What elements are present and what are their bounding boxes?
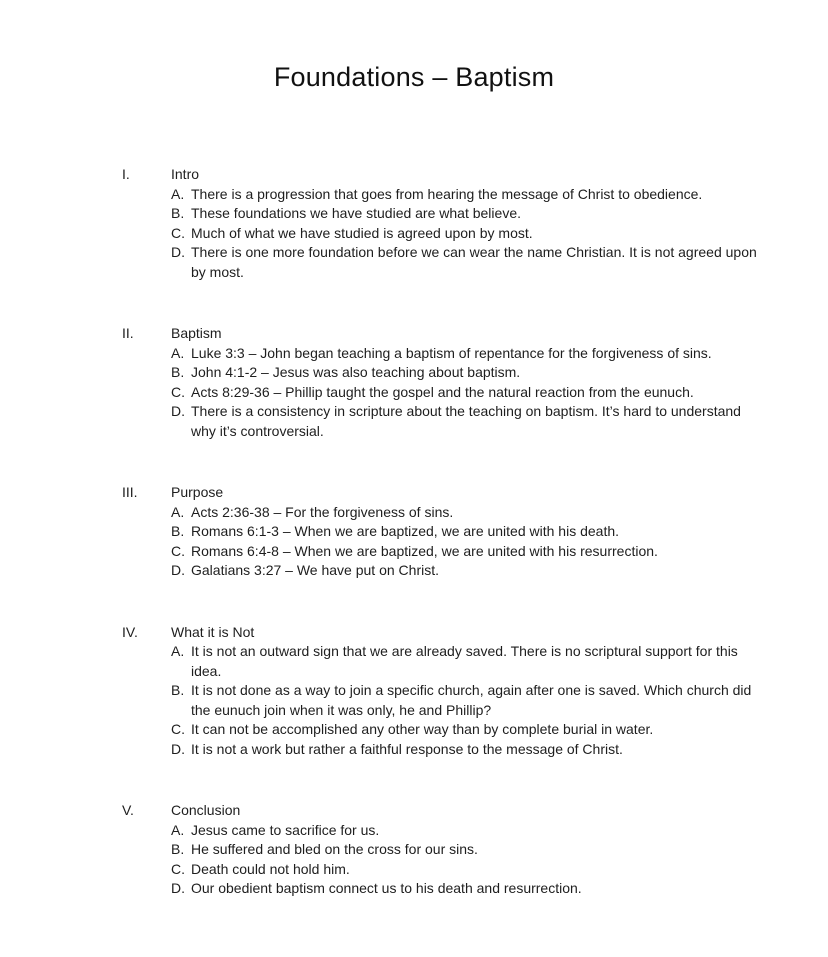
outline-item: [122, 344, 828, 364]
item-letter: C.: [171, 860, 185, 877]
section-heading-row: [122, 801, 828, 821]
item-letter: C.: [171, 542, 185, 559]
item-text: These foundations we have studied are what believe.: [191, 205, 521, 221]
section-items: [122, 821, 828, 899]
item-letter: A.: [171, 643, 185, 659]
outline-item: [122, 821, 828, 841]
section-items: [122, 185, 828, 283]
section-items: [122, 503, 828, 581]
outline-item: [122, 402, 828, 441]
outline-item: [122, 720, 828, 740]
item-letter: D.: [171, 740, 185, 757]
section-what-it-is-not: [122, 623, 828, 760]
outline: [122, 165, 828, 899]
item-text: Galatians 3:27 – We have put on Christ.: [191, 562, 439, 578]
outline-item: [122, 879, 828, 899]
section-numeral: III.: [122, 484, 138, 500]
item-letter: D.: [171, 403, 185, 419]
outline-item: [122, 185, 828, 205]
outline-item: [122, 363, 828, 383]
item-text: It can not be accomplished any other way than by complete burial in water.: [191, 721, 654, 737]
outline-item: [122, 522, 828, 542]
item-letter: A.: [171, 185, 185, 202]
item-letter: C.: [171, 721, 185, 737]
item-text: It is not done as a way to join a specific church, again after one is saved. Which church did the eunuch join when it was only, he and Phillip?: [191, 682, 752, 718]
item-letter: B.: [171, 841, 185, 857]
item-letter: B.: [171, 205, 185, 221]
item-letter: C.: [171, 224, 185, 241]
item-letter: A.: [171, 503, 185, 520]
outline-item: [122, 561, 828, 581]
outline-item: [122, 860, 828, 880]
section-heading: Intro: [171, 166, 200, 182]
item-letter: B.: [171, 523, 185, 539]
item-letter: A.: [171, 821, 185, 838]
section-heading: Conclusion: [171, 802, 241, 818]
item-text: Romans 6:1-3 – When we are baptized, we are united with his death.: [191, 523, 620, 539]
section-heading-row: [122, 483, 828, 503]
section-heading: Purpose: [171, 484, 224, 500]
item-text: Romans 6:4-8 – When we are baptized, we are united with his resurrection.: [191, 542, 658, 559]
outline-item: [122, 681, 828, 720]
section-items: [122, 344, 828, 442]
section-purpose: [122, 483, 828, 581]
outline-item: [122, 243, 828, 282]
item-text: Jesus came to sacrifice for us.: [191, 821, 380, 838]
item-text: Acts 8:29-36 – Phillip taught the gospel and the natural reaction from the eunuch.: [191, 383, 694, 400]
section-numeral: V.: [122, 802, 134, 818]
item-letter: B.: [171, 682, 185, 698]
item-letter: D.: [171, 244, 185, 260]
outline-item: [122, 503, 828, 523]
section-baptism: [122, 324, 828, 441]
section-numeral: II.: [122, 325, 134, 341]
section-heading-row: [122, 165, 828, 185]
section-heading: What it is Not: [171, 623, 255, 640]
outline-item: [122, 224, 828, 244]
outline-item: [122, 740, 828, 760]
item-text: It is not a work but rather a faithful response to the message of Christ.: [191, 740, 623, 757]
document-title: Foundations – Baptism: [273, 62, 555, 92]
item-text: Acts 2:36-38 – For the forgiveness of sins.: [191, 503, 454, 520]
section-heading-row: [122, 324, 828, 344]
item-letter: D.: [171, 562, 185, 578]
item-text: Luke 3:3 – John began teaching a baptism of repentance for the forgiveness of sins.: [191, 344, 712, 361]
section-numeral: IV.: [122, 623, 138, 640]
section-intro: [122, 165, 828, 282]
item-text: There is one more foundation before we can wear the name Christian. It is not agreed upon by most.: [191, 244, 757, 280]
outline-item: [122, 542, 828, 562]
item-text: John 4:1-2 – Jesus was also teaching about baptism.: [191, 364, 521, 380]
item-letter: B.: [171, 364, 185, 380]
item-text: There is a consistency in scripture about the teaching on baptism. It’s hard to understand why it’s controversial.: [191, 403, 741, 439]
section-numeral: I.: [122, 166, 130, 182]
item-text: Death could not hold him.: [191, 860, 350, 877]
section-items: [122, 642, 828, 759]
item-text: He suffered and bled on the cross for our sins.: [191, 841, 478, 857]
item-text: Our obedient baptism connect us to his death and resurrection.: [191, 880, 582, 896]
item-letter: A.: [171, 344, 185, 361]
outline-item: [122, 642, 828, 681]
item-text: There is a progression that goes from hearing the message of Christ to obedience.: [191, 185, 703, 202]
item-letter: C.: [171, 383, 185, 400]
section-heading: Baptism: [171, 325, 222, 341]
item-letter: D.: [171, 880, 185, 896]
item-text: It is not an outward sign that we are already saved. There is no scriptural support for this idea.: [191, 643, 738, 679]
section-conclusion: [122, 801, 828, 899]
section-heading-row: [122, 623, 828, 643]
outline-item: [122, 383, 828, 403]
item-text: Much of what we have studied is agreed upon by most.: [191, 224, 533, 241]
outline-item: [122, 204, 828, 224]
outline-item: [122, 840, 828, 860]
